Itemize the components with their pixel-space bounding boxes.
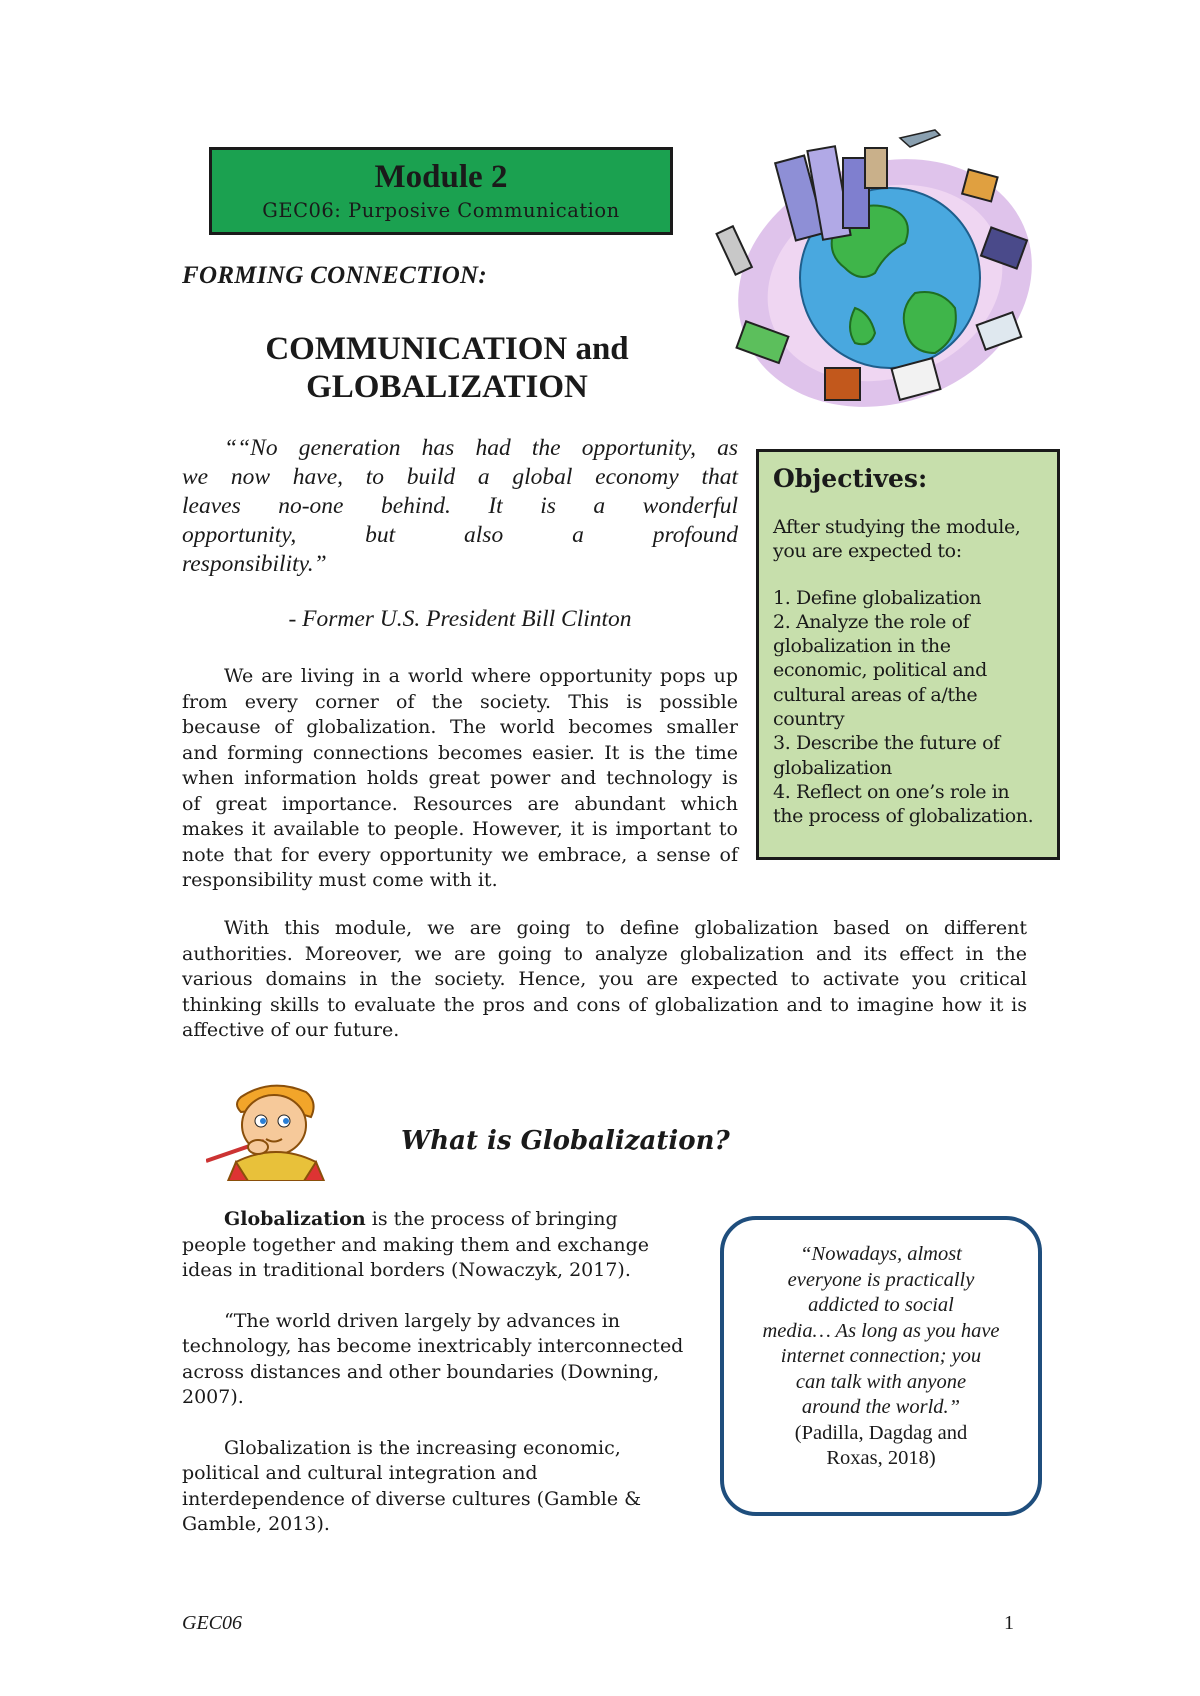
objective-item: 2. Analyze the role of bbox=[773, 610, 970, 633]
quote-box-line: media… As long as you have bbox=[762, 1319, 1000, 1342]
quote-line: responsibility.” bbox=[182, 551, 327, 577]
quote-line: ““No generation has had the opportunity, as bbox=[224, 435, 738, 461]
quote-box-line: “Nowadays, almost bbox=[800, 1243, 962, 1265]
module-line: thinking skills to evaluate the pros and cons of globalization and to imagine how it is bbox=[182, 993, 1027, 1016]
globalization-term: Globalization bbox=[224, 1208, 366, 1230]
objectives-title: Objectives: bbox=[773, 464, 928, 493]
module-subtitle: GEC06: Purposive Communication bbox=[262, 199, 620, 222]
objective-item: economic, political and bbox=[773, 659, 987, 682]
objectives-intro-line: you are expected to: bbox=[773, 540, 962, 563]
objective-item: 1. Define globalization bbox=[773, 586, 982, 609]
intro-line: note that for every opportunity we embrace, a sense of bbox=[182, 843, 738, 866]
definition-line: “The world driven largely by advances in bbox=[224, 1309, 621, 1332]
title-line-1: COMMUNICATION and bbox=[265, 331, 629, 367]
definition-1-first-line bbox=[182, 1207, 702, 1233]
quote-box-citation bbox=[724, 1421, 1038, 1472]
objective-item: globalization bbox=[773, 756, 892, 779]
definition-text: is the process of bringing bbox=[365, 1208, 618, 1230]
definition-line: people together and making them and exchange bbox=[182, 1233, 649, 1256]
definition-line: ideas in traditional borders (Nowaczyk, 2017). bbox=[182, 1259, 631, 1281]
globe-clipart bbox=[715, 118, 1045, 423]
objectives-intro bbox=[773, 515, 1043, 564]
quote-box-line: everyone is practically bbox=[787, 1268, 975, 1291]
objectives-intro-line: After studying the module, bbox=[773, 516, 1021, 538]
definition-line: 2007). bbox=[182, 1386, 244, 1408]
page-number: 1 bbox=[1004, 1612, 1014, 1634]
quote-box bbox=[720, 1216, 1042, 1516]
module-banner bbox=[209, 147, 673, 235]
section-heading: What is Globalization? bbox=[401, 1126, 730, 1156]
boy-thinking-clipart bbox=[206, 1077, 336, 1181]
module-line: With this module, we are going to define globalization based on different bbox=[224, 917, 1027, 939]
quote-box-line: around the world.” bbox=[801, 1396, 961, 1418]
intro-line: and forming connections becomes easier. It is the time bbox=[182, 741, 738, 764]
forming-connection-label: FORMING CONNECTION: bbox=[182, 262, 488, 289]
objective-item: country bbox=[773, 708, 845, 731]
objectives-list bbox=[773, 586, 1043, 829]
quote-line: leaves no-one behind. It is a wonderful bbox=[182, 493, 738, 519]
quote-box-line: can talk with anyone bbox=[795, 1370, 967, 1393]
objective-item: globalization in the bbox=[773, 635, 951, 658]
definition-line: Gamble, 2013). bbox=[182, 1513, 330, 1535]
intro-line: makes it available to people. However, it is important to bbox=[182, 818, 738, 840]
title-line-2: GLOBALIZATION bbox=[306, 369, 588, 405]
module-title: Module 2 bbox=[374, 159, 508, 195]
module-line: authorities. Moreover, we are going to analyze globalization and its effect in the bbox=[182, 942, 1027, 965]
quote-author: - Former U.S. President Bill Clinton bbox=[288, 606, 632, 632]
definition-line: interdependence of diverse cultures (Gamble & bbox=[182, 1487, 642, 1510]
citation-line: Roxas, 2018) bbox=[826, 1447, 936, 1469]
definition-line: Globalization is the increasing economic, bbox=[224, 1436, 621, 1459]
page-title bbox=[182, 330, 712, 406]
module-line: affective of our future. bbox=[182, 1019, 400, 1041]
citation-line: (Padilla, Dagdag and bbox=[794, 1421, 968, 1444]
objective-item: cultural areas of a/the bbox=[773, 683, 978, 706]
definition-line: political and cultural integration and bbox=[182, 1462, 538, 1484]
intro-paragraph bbox=[182, 664, 738, 894]
quote-box-line: internet connection; you bbox=[780, 1345, 982, 1367]
module-line: various domains in the society. Hence, you are expected to activate you critical bbox=[182, 968, 1027, 990]
intro-line: of great importance. Resources are abundant which bbox=[182, 792, 738, 815]
objective-item: 3. Describe the future of bbox=[773, 732, 1000, 755]
quote-line: we now have, to build a global economy that bbox=[182, 464, 738, 490]
intro-line: We are living in a world where opportunity pops up bbox=[224, 665, 738, 687]
quote-line: opportunity, but also a profound bbox=[182, 522, 738, 548]
intro-line: because of globalization. The world becomes smaller bbox=[182, 716, 738, 738]
intro-line: from every corner of the society. This is possible bbox=[182, 690, 738, 713]
objectives-box bbox=[756, 449, 1060, 860]
definition-line: across distances and other boundaries (Downing, bbox=[182, 1360, 660, 1383]
definitions bbox=[182, 1207, 702, 1538]
quote-box-text bbox=[724, 1242, 1038, 1421]
definition-line: technology, has become inextricably interconnected bbox=[182, 1335, 684, 1357]
module-paragraph bbox=[182, 916, 1027, 1044]
intro-line: when information holds great power and technology is bbox=[182, 767, 738, 789]
quote-box-line: addicted to social bbox=[808, 1294, 954, 1316]
objective-item: the process of globalization. bbox=[773, 805, 1034, 828]
objective-item: 4. Reflect on one’s role in bbox=[773, 780, 1010, 803]
intro-line: responsibility must come with it. bbox=[182, 869, 498, 891]
footer-course: GEC06 bbox=[182, 1612, 242, 1634]
